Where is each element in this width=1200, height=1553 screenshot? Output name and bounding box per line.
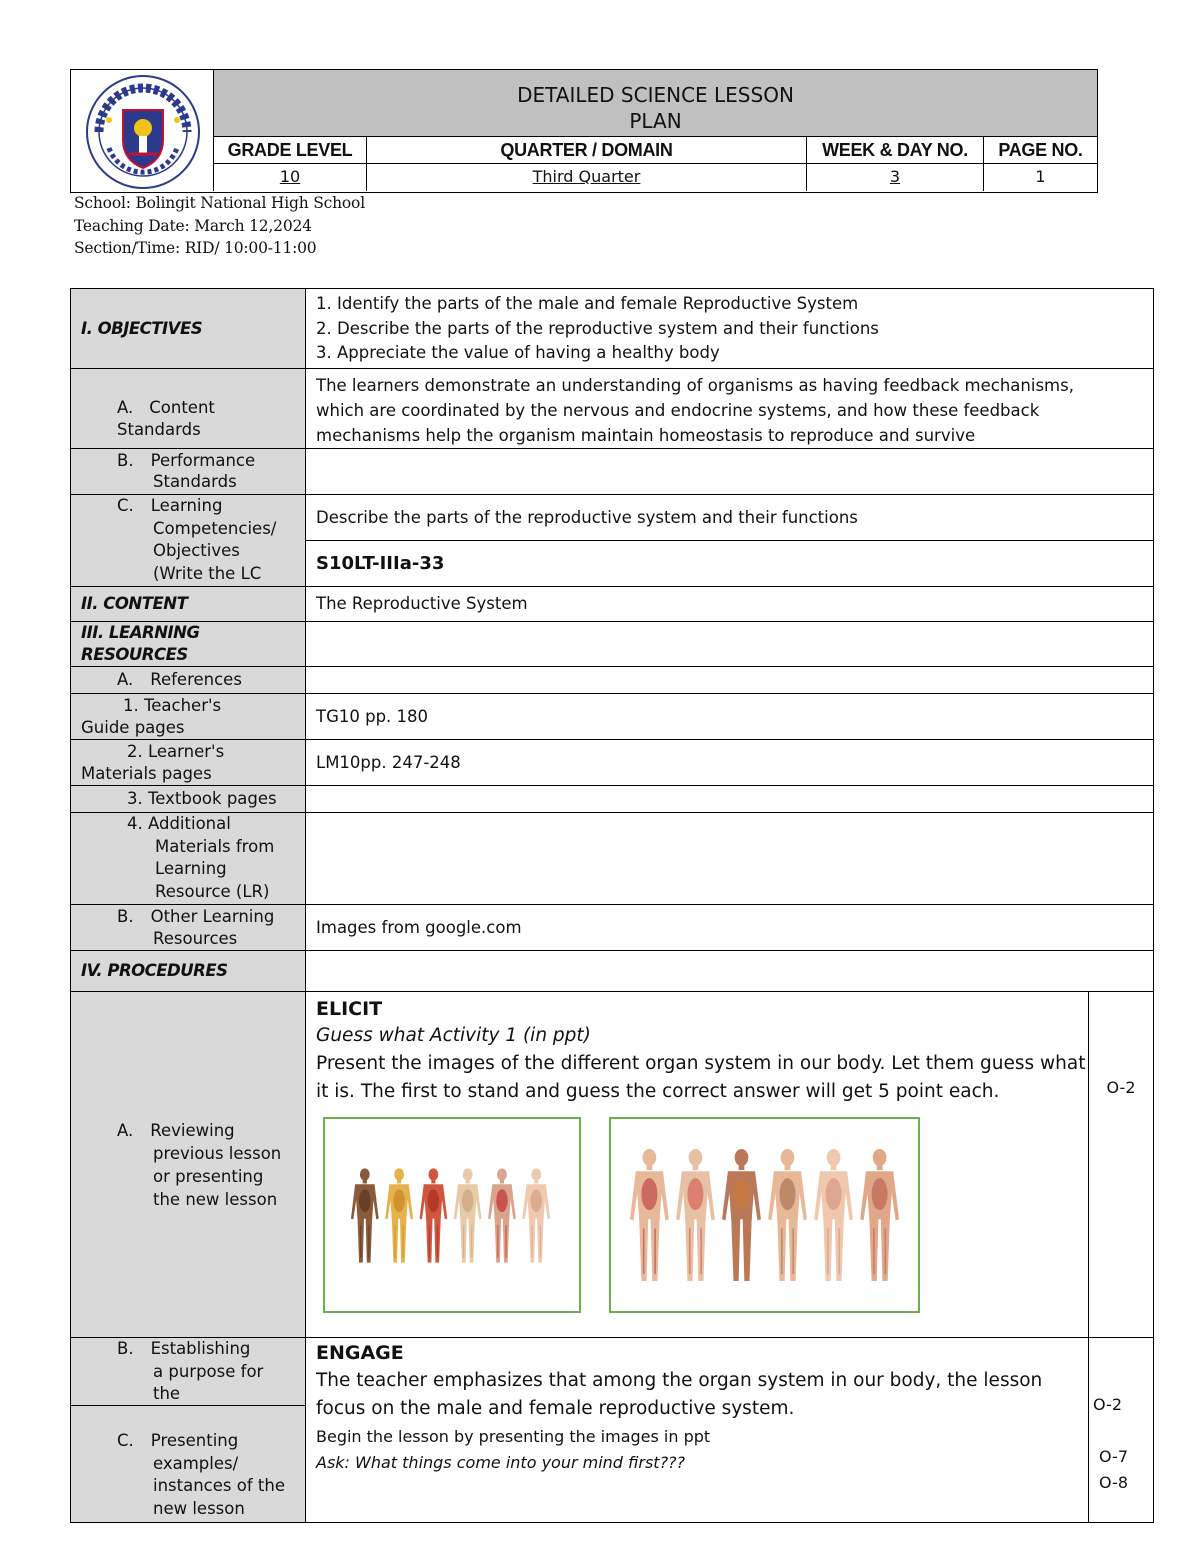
body-figure (722, 1149, 761, 1281)
learning-resources-value (306, 622, 1153, 667)
reviewing-lesson-label-cell: A. Reviewing previous lesson or presenting the new lesson (71, 992, 306, 1338)
objective-item: 2. Describe the parts of the reproductive system and their functions (316, 319, 879, 338)
body-figure (385, 1168, 413, 1262)
organ-systems-figures (325, 1119, 579, 1311)
engage-line2: Begin the lesson by presenting the images in ppt (316, 1427, 711, 1446)
engage-cell (306, 1338, 1089, 1522)
learners-materials-label-cell: 2. Learner's Materials pages (71, 740, 306, 786)
organ-systems-figures-2 (611, 1119, 918, 1311)
organ-systems-image-1 (323, 1117, 581, 1313)
body-figure (676, 1149, 715, 1281)
week-day-cell: WEEK & DAY NO. 3 (807, 137, 984, 191)
body-figure (351, 1168, 379, 1262)
body-figure (488, 1168, 516, 1262)
elicit-heading: ELICIT (316, 998, 383, 1020)
body-figure (860, 1149, 899, 1281)
quarter-value: Third Quarter (532, 167, 641, 186)
body-figure (768, 1149, 807, 1281)
page-no-cell: PAGE NO. 1 (984, 137, 1097, 191)
objectives-label-cell: I. OBJECTIVES (71, 289, 306, 369)
procedures-label-cell: IV. PROCEDURES (71, 951, 306, 992)
section-time: Section/Time: RID/ 10:00-11:00 (74, 239, 317, 257)
content-standards-text: The learners demonstrate an understanding of organisms as having feedback mechanisms, which are coordinated by the nervous and endocrine systems, and how these feedback mechanisms help the organism maintain homeostasis to reproduce and survive (306, 369, 1153, 449)
learning-resources-label-cell: III. LEARNING RESOURCES (71, 622, 306, 667)
teachers-guide-label-cell: 1. Teacher's Guide pages (71, 694, 306, 740)
objective-item: 3. Appreciate the value of having a healthy body (316, 343, 720, 362)
page-no-value: 1 (1035, 167, 1046, 186)
content-label-cell: II. CONTENT (71, 587, 306, 622)
additional-materials-value (306, 813, 1153, 905)
other-resources-label-cell: B. Other Learning Resources (71, 905, 306, 951)
organ-systems-image-2 (609, 1117, 920, 1313)
learning-competency-text: Describe the parts of the reproductive system and their functions (306, 495, 1153, 541)
body-figure (522, 1168, 550, 1262)
performance-standards-text (306, 449, 1153, 495)
references-label-cell: A. References (71, 667, 306, 694)
elicit-code-cell (1089, 992, 1153, 1338)
teachers-guide-value: TG10 pp. 180 (306, 694, 1153, 740)
grade-level-cell: GRADE LEVEL 10 (214, 137, 367, 191)
lesson-plan-table (70, 288, 1154, 1523)
body-figure (814, 1149, 853, 1281)
elicit-text: Present the images of the different organ system in our body. Let them guess what it is. The first to stand and guess the correct answer will get 5 point each. (316, 1053, 1086, 1102)
references-value (306, 667, 1153, 694)
teaching-date: Teaching Date: March 12,2024 (74, 217, 312, 235)
procedures-value (306, 951, 1153, 992)
content-standards-label-cell: A. Content Standards (71, 369, 306, 449)
engage-ask: Ask: What things come into your mind first??? (316, 1453, 686, 1472)
body-figure (454, 1168, 482, 1262)
engage-codes-cell (1089, 1338, 1153, 1522)
body-figure (420, 1168, 448, 1262)
lesson-plan-header (70, 69, 1098, 193)
performance-standards-label-cell: B. Performance Standards (71, 449, 306, 495)
quarter-domain-cell: QUARTER / DOMAIN Third Quarter (367, 137, 807, 191)
additional-materials-label-cell: 4. Additional Materials from Learning Resource (LR) (71, 813, 306, 905)
engage-text: The teacher emphasizes that among the organ system in our body, the lesson focus on the male and female reproductive system. (316, 1370, 1043, 1419)
textbook-label-cell: 3. Textbook pages (71, 786, 306, 813)
learners-materials-value: LM10pp. 247-248 (306, 740, 1153, 786)
other-resources-value: Images from google.com (306, 905, 1153, 951)
content-text: The Reproductive System (306, 587, 1153, 622)
engage-code: O-7 (1099, 1447, 1128, 1466)
elicit-code: O-2 (1106, 1078, 1136, 1097)
grade-level-value: 10 (279, 167, 301, 186)
textbook-value (306, 786, 1153, 813)
engage-code: O-8 (1099, 1473, 1128, 1492)
objective-item: 1. Identify the parts of the male and female Reproductive System (316, 294, 859, 313)
engage-code: O-2 (1093, 1395, 1122, 1414)
presenting-examples-label-cell: C. Presenting examples/ instances of the new lesson (71, 1406, 306, 1522)
lesson-plan-title: DETAILED SCIENCE LESSON PLAN (214, 70, 1097, 137)
elicit-activity: Guess what Activity 1 (in ppt) (316, 1025, 591, 1046)
objectives-list (306, 289, 1153, 369)
learning-competencies-label-cell: C. Learning Competencies/ Objectives (Write the LC (71, 495, 306, 587)
school-name: School: Bolingit National High School (74, 194, 365, 212)
engage-heading: ENGAGE (316, 1342, 404, 1364)
body-figure (630, 1149, 669, 1281)
deped-seal-logo (71, 70, 214, 191)
lc-code: S10LT-IIIa-33 (306, 541, 1153, 587)
deped-seal-icon (71, 70, 214, 191)
establishing-purpose-label-cell: B. Establishing a purpose for the (71, 1338, 306, 1406)
week-day-value: 3 (889, 167, 901, 186)
